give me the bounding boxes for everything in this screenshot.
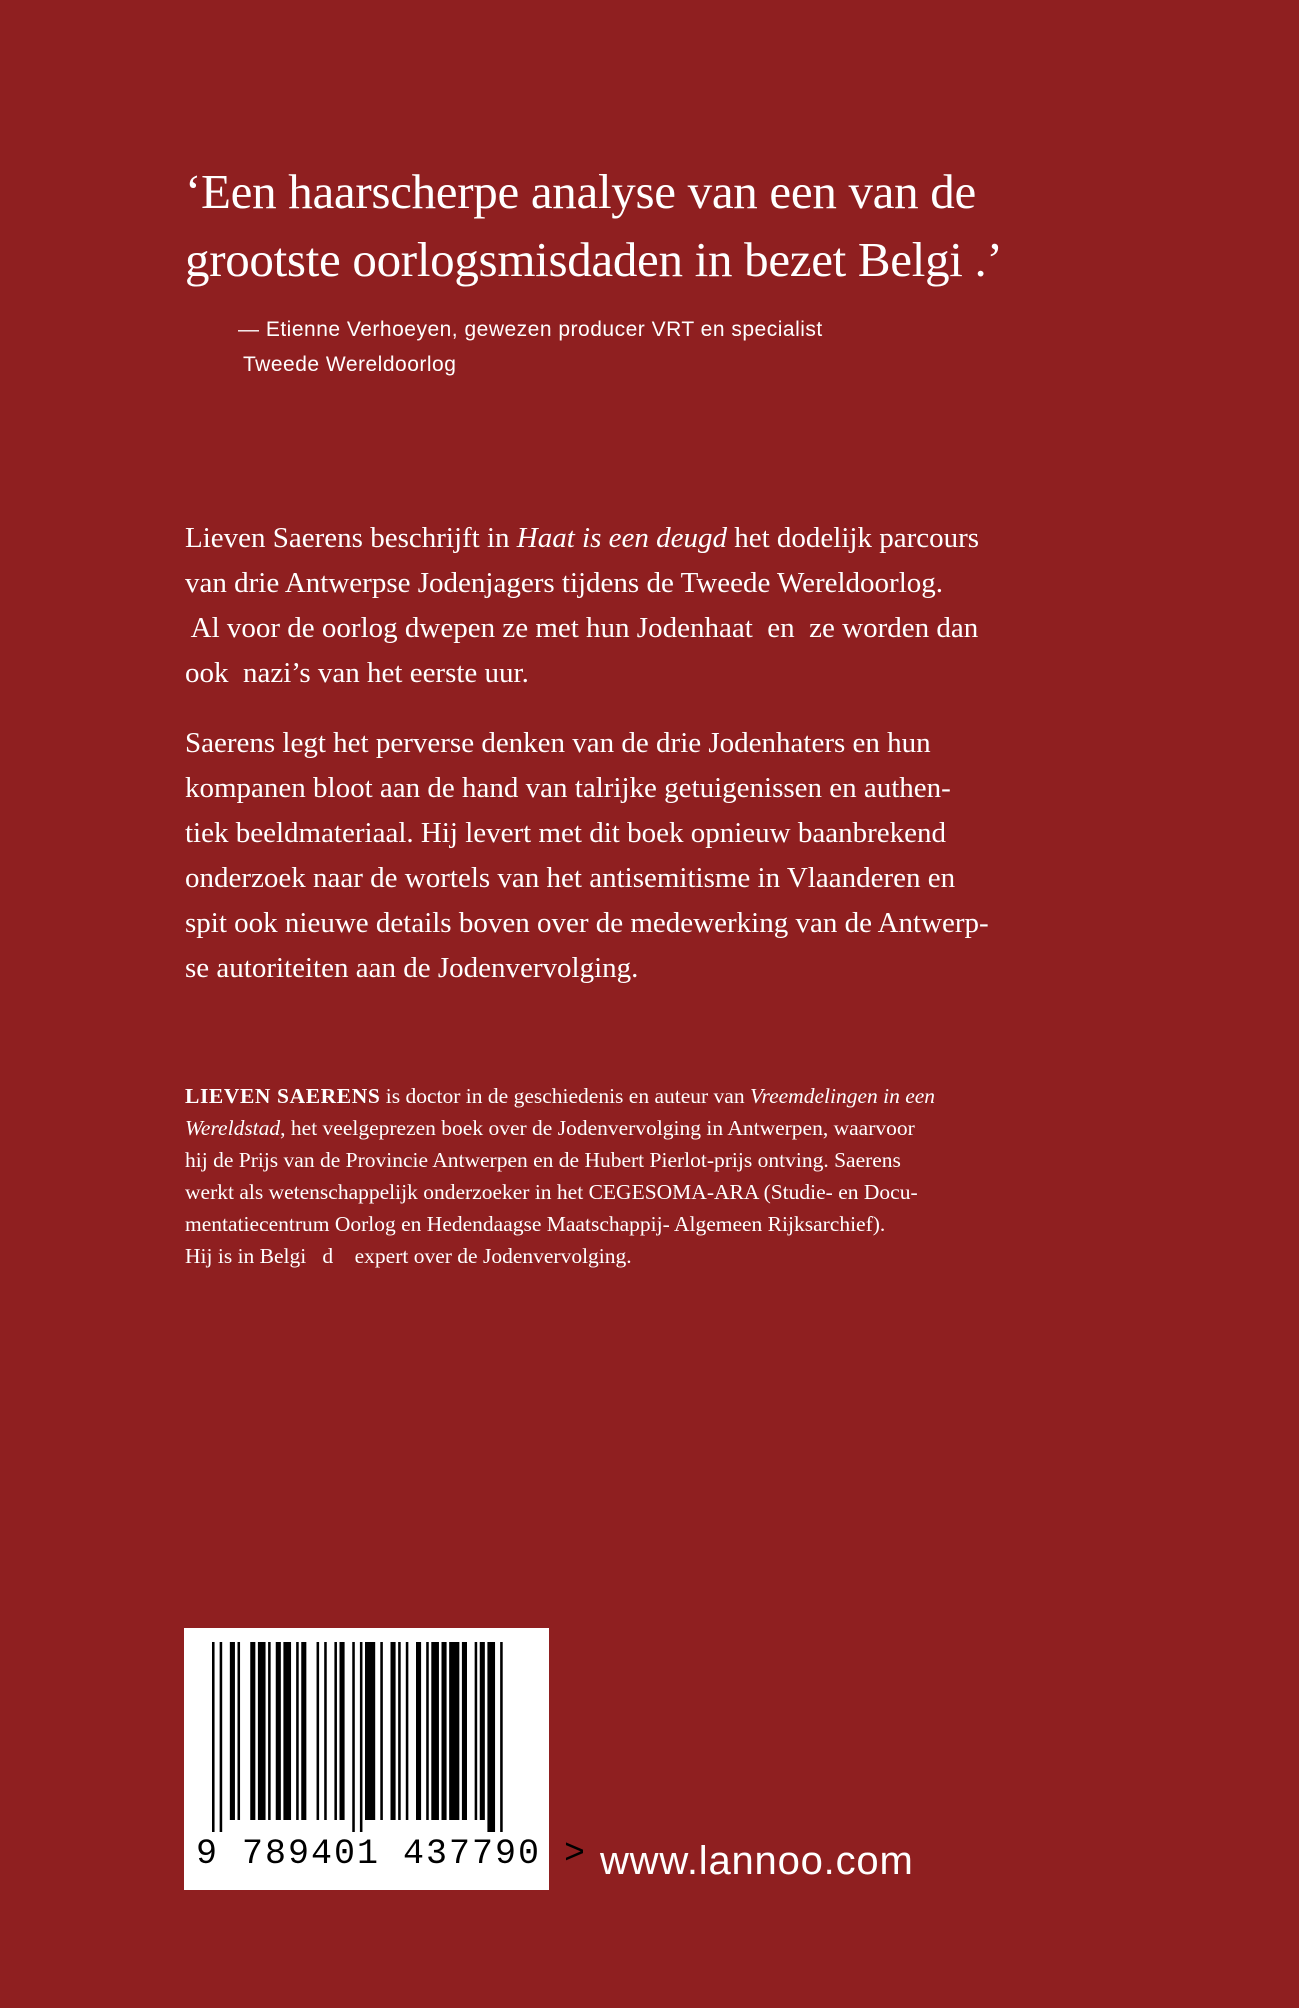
barcode-bar (442, 1642, 447, 1820)
pull-quote (185, 158, 1145, 294)
barcode-bar (480, 1642, 485, 1820)
barcode-bar (212, 1642, 215, 1832)
barcode-bar (334, 1642, 337, 1820)
previous-book-title-cont: Wereldstad (185, 1116, 281, 1140)
blurb-1-text: het dodelijk parcours (727, 522, 980, 554)
barcode-bar (360, 1642, 363, 1832)
barcode-bar (391, 1642, 396, 1820)
quote-attribution (238, 312, 1058, 382)
blurb-2-line-5: spit ook nieuwe details boven over de medewerking van de Antwerp- (185, 907, 989, 939)
barcode-bar (365, 1642, 375, 1820)
barcode-bar (250, 1642, 255, 1820)
blurb-2-line-3: tiek beeldmateriaal. Hij levert met dit boek opnieuw baanbrekend (185, 817, 946, 849)
barcode-bar (340, 1642, 345, 1820)
quote-line-2: grootste oorlogsmisdaden in bezet Belgi .’ (185, 232, 1003, 287)
barcode-bar (352, 1642, 355, 1832)
barcode-bar (268, 1642, 271, 1820)
attribution-line-2: Tweede Wereldoorlog (243, 353, 457, 376)
attribution-line-1: — Etienne Verhoeyen, gewezen producer VRT en specialist (238, 318, 823, 341)
barcode-bar (416, 1642, 421, 1820)
barcode-bar (487, 1642, 495, 1832)
previous-book-title: Vreemdelingen in een (749, 1084, 936, 1108)
blurb-1-line-1 (185, 516, 1065, 561)
bio-text: , het veelgeprezen boek over de Jodenvervolging in Antwerpen, waarvoor (280, 1116, 915, 1140)
blurb-paragraph-1 (185, 516, 1065, 696)
barcode-bar (380, 1642, 383, 1820)
publisher-website: www.lannoo.com (600, 1839, 914, 1883)
barcode-bar (238, 1642, 241, 1820)
book-title: Haat is een deugd (516, 522, 727, 554)
author-bio (185, 1080, 1085, 1272)
barcode-bar (220, 1642, 223, 1832)
bio-line-1 (185, 1080, 1085, 1112)
barcode-bar (475, 1642, 478, 1820)
blurb-1-line-3: Al voor de oorlog dwepen ze met hun Jodenhaat en ze worden dan (185, 612, 979, 644)
blurb-1-line-4: ook nazi’s van het eerste uur. (185, 657, 529, 689)
barcode-bar (301, 1642, 306, 1820)
author-name: LIEVEN SAERENS (185, 1084, 381, 1108)
quote-line-1: ‘Een haarscherpe analyse van een van de (185, 164, 976, 219)
bio-line-3: hij de Prijs van de Provincie Antwerpen en de Hubert Pierlot-prijs ontving. Saerens (185, 1148, 901, 1172)
barcode-bar (406, 1642, 409, 1820)
isbn-digits: 9 789401 437790 > (196, 1834, 588, 1874)
barcode-bar (431, 1642, 439, 1820)
barcode-bar (426, 1642, 429, 1820)
barcode-bar (258, 1642, 266, 1820)
blurb-1-line-2: van drie Antwerpse Jodenjagers tijdens de Tweede Wereldoorlog. (185, 567, 944, 599)
barcode-bar (230, 1642, 235, 1820)
bio-line-4: werkt als wetenschappelijk onderzoeker in het CEGESOMA-ARA (Studie- en Docu- (185, 1180, 918, 1204)
barcode-bar (449, 1642, 459, 1820)
blurb-1-text: Lieven Saerens beschrijft in (185, 522, 517, 554)
barcode-bar (317, 1642, 320, 1820)
barcode-bar (283, 1642, 291, 1820)
barcode-bar (462, 1642, 467, 1820)
barcode-bar (324, 1642, 327, 1820)
blurb-2-line-1: Saerens legt het perverse denken van de drie Jodenhaters en hun (185, 727, 931, 759)
barcode-bar (398, 1642, 401, 1820)
bio-line-5: mentatiecentrum Oorlog en Hedendaagse Maatschappij- Algemeen Rijksarchief). (185, 1212, 886, 1236)
bio-line-2 (185, 1112, 1085, 1144)
barcode-bar (296, 1642, 299, 1820)
bio-text: is doctor in de geschiedenis en auteur van (380, 1084, 750, 1108)
isbn-barcode (184, 1628, 588, 1890)
blurb-2-line-2: kompanen bloot aan de hand van talrijke getuigenissen en authen- (185, 772, 951, 804)
bio-line-6: Hij is in Belgi d expert over de Jodenvervolging. (185, 1244, 632, 1268)
barcode-bar (276, 1642, 281, 1820)
barcode-bar (500, 1642, 503, 1832)
blurb-2-line-4: onderzoek naar de wortels van het antisemitisme in Vlaanderen en (185, 862, 956, 894)
blurb-2-line-6: se autoriteiten aan de Jodenvervolging. (185, 952, 639, 984)
blurb-paragraph-2 (185, 721, 1065, 991)
